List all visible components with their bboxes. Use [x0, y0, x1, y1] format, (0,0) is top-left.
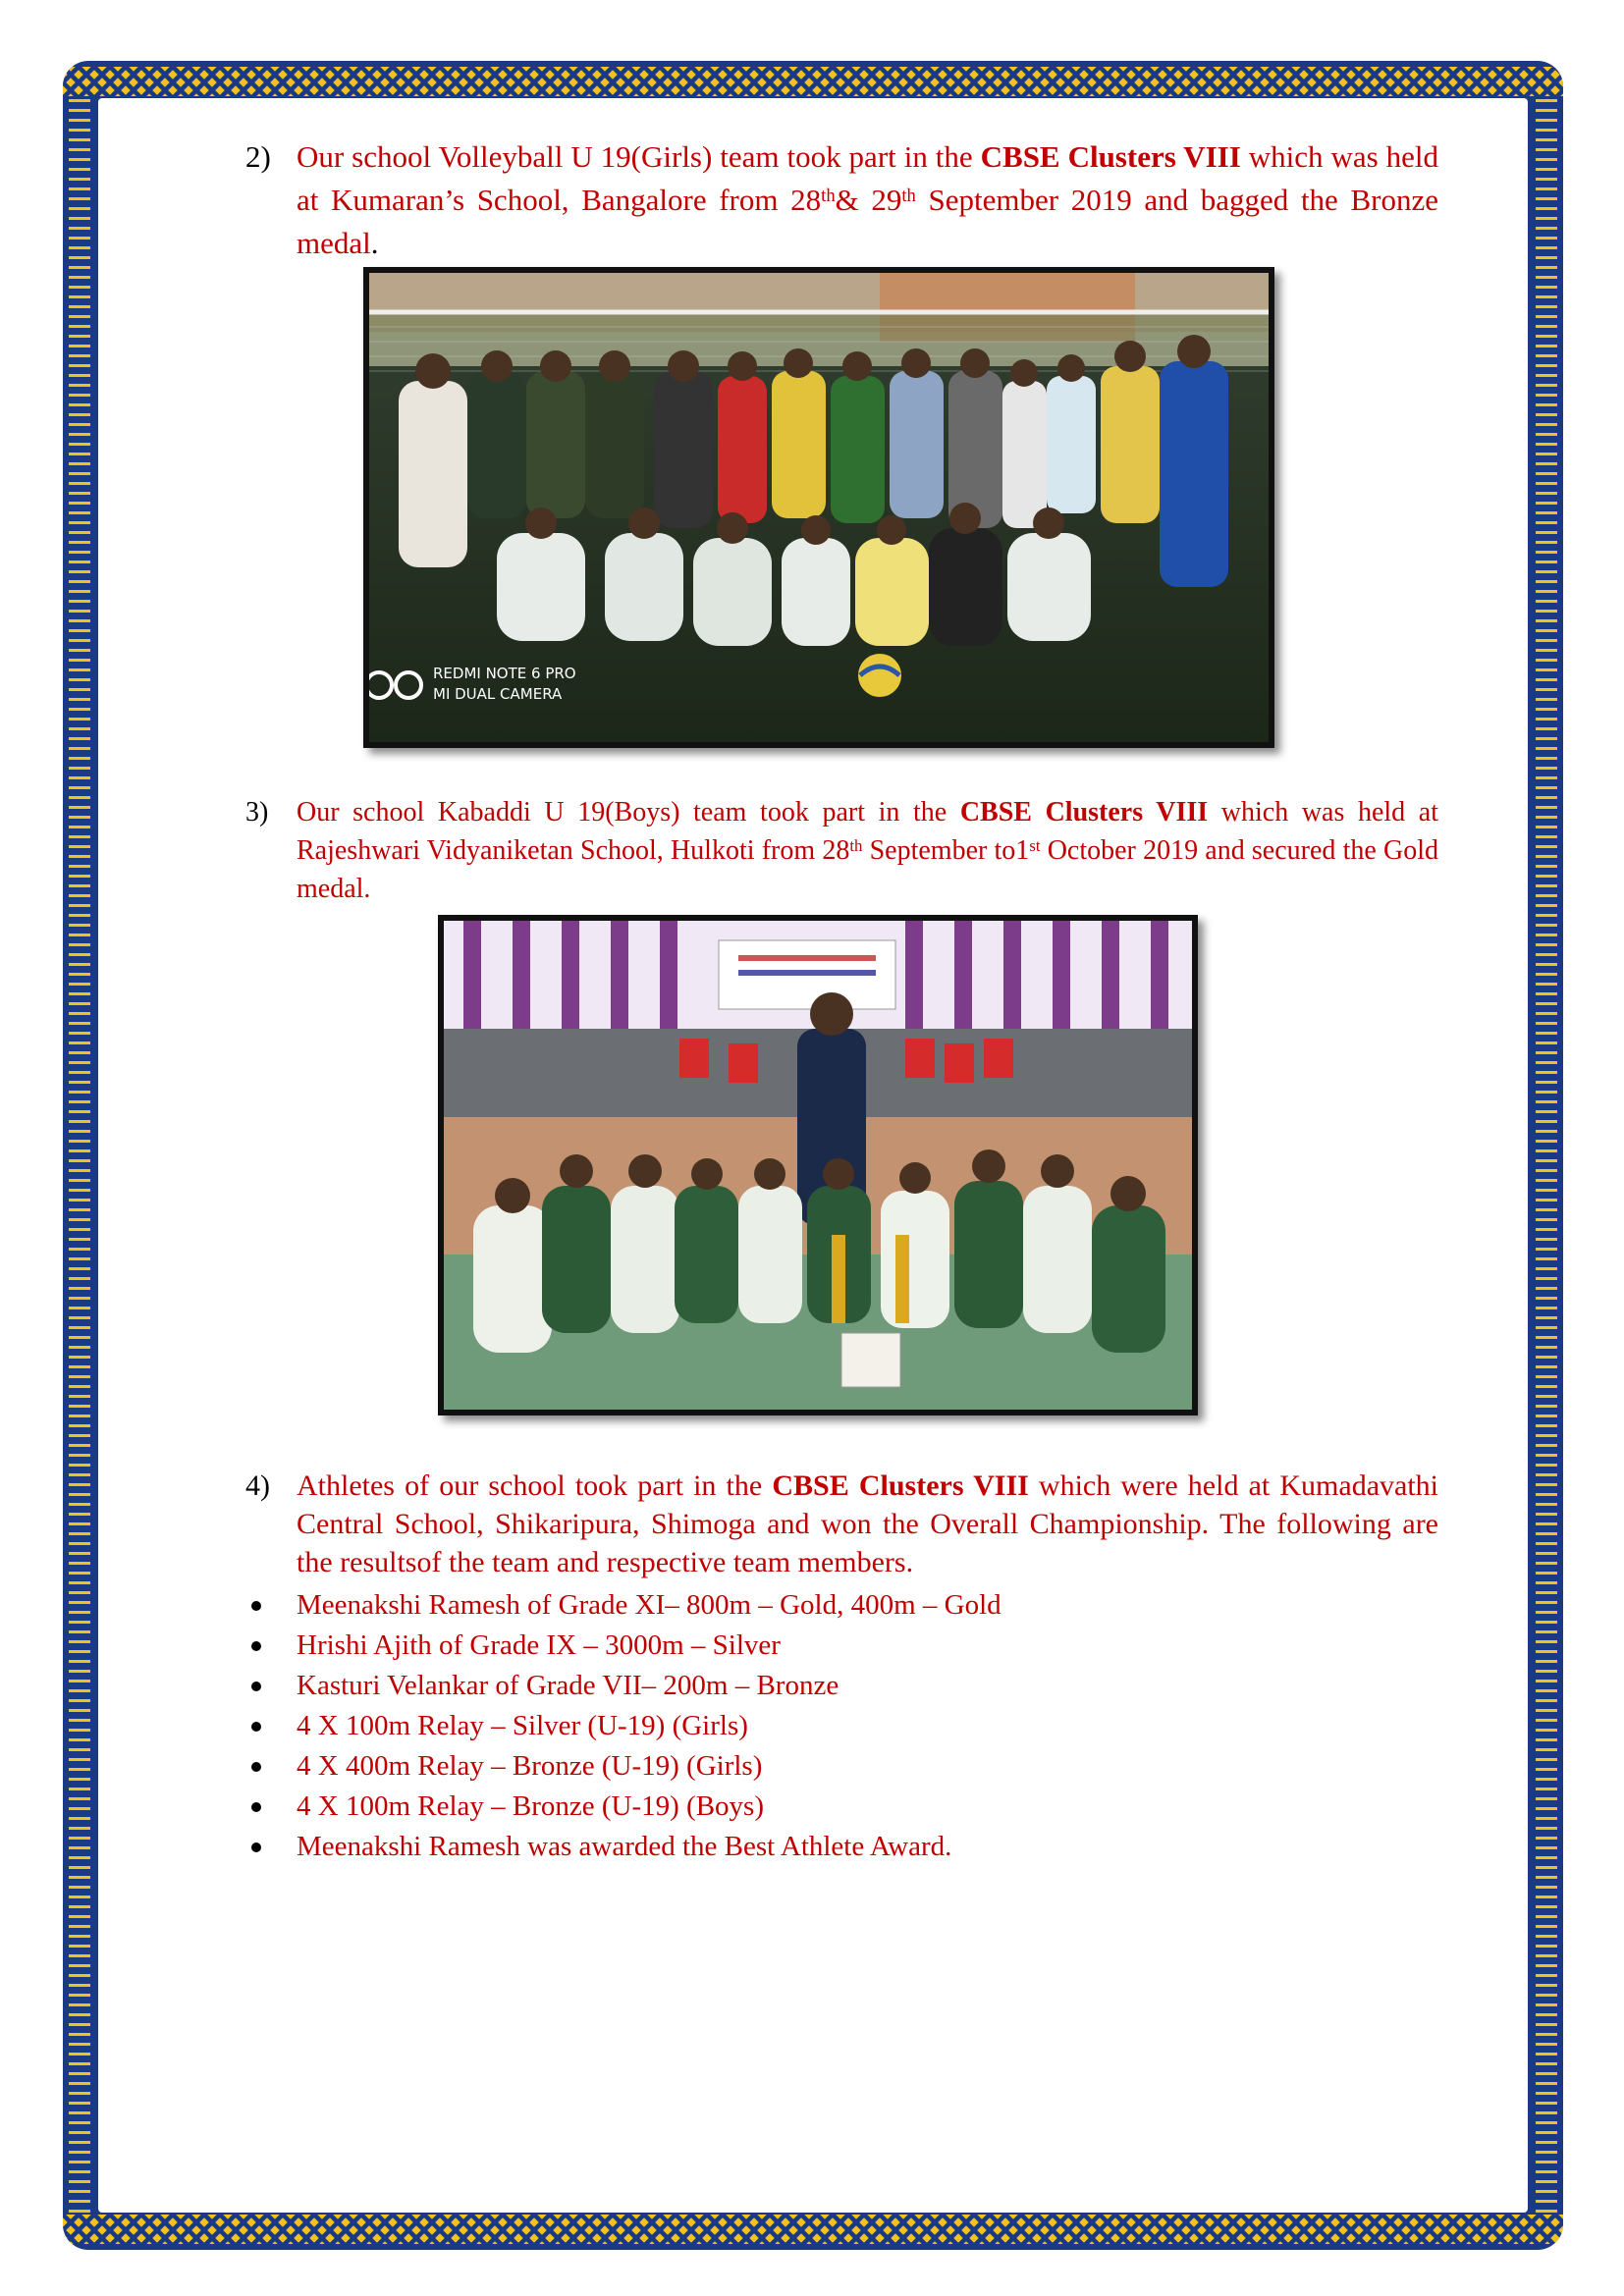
bold-text: CBSE Clusters VIII: [980, 139, 1241, 174]
superscript: th: [821, 185, 836, 206]
photo-scene: [369, 273, 1269, 742]
list-item: [245, 1666, 1438, 1706]
text: Athletes of our school took part in the: [297, 1469, 773, 1502]
results-list: [245, 1585, 1438, 1867]
item-paragraph: [297, 793, 1438, 908]
bold-text: CBSE Clusters VIII: [959, 797, 1209, 828]
bullet-icon: [251, 1722, 261, 1732]
item-number: 4): [245, 1469, 270, 1502]
result-text: Hrishi Ajith of Grade IX – 3000m – Silver: [297, 1629, 781, 1661]
list-item: [245, 1706, 1438, 1746]
document-body-section3: [245, 793, 1438, 908]
result-text: Meenakshi Ramesh of Grade XI– 800m – Gold, 400m – Gold: [297, 1589, 1001, 1621]
list-item: [245, 1787, 1438, 1827]
camera-watermark-line1: REDMI NOTE 6 PRO: [433, 665, 576, 682]
bold-text: CBSE Clusters VIII: [772, 1469, 1029, 1502]
photo-scene: [444, 921, 1192, 1410]
bullet-icon: [251, 1802, 261, 1812]
superscript: th: [901, 185, 916, 206]
list-item: [245, 1626, 1438, 1666]
item-number: 2): [245, 139, 271, 174]
bullet-icon: [251, 1682, 261, 1691]
border-left-pattern: [69, 96, 90, 2215]
result-text: 4 X 100m Relay – Silver (U-19) (Girls): [297, 1710, 748, 1741]
list-item: [245, 1746, 1438, 1787]
text: Our school Volleyball U 19(Girls) team took part in the: [297, 139, 981, 174]
text: which were held at Kumadavathi Central School, Shikaripura, Shimoga and won the Overall Championship. The following are the resultsof the team and respective team members.: [297, 1469, 1438, 1578]
bullet-icon: [251, 1842, 261, 1852]
bullet-icon: [251, 1762, 261, 1772]
superscript: st: [1029, 835, 1041, 855]
text: .: [370, 226, 379, 260]
text: which was held at Rajeshwari Vidyaniketan School, Hulkoti from 28: [297, 797, 1439, 866]
list-item-kabaddi: [245, 793, 1438, 908]
border-top-pattern: [63, 67, 1563, 96]
list-item: [245, 1585, 1438, 1626]
text: October 2019 and secured the Gold medal.: [297, 835, 1438, 904]
document-body-section4: [245, 1467, 1438, 1867]
document-body: [245, 135, 1438, 265]
border-bottom-pattern: [63, 2215, 1563, 2244]
item-paragraph: [297, 1467, 1438, 1581]
kabaddi-team-photo: [438, 915, 1198, 1415]
result-text: Meenakshi Ramesh was awarded the Best Athlete Award.: [297, 1831, 952, 1862]
bullet-icon: [251, 1641, 261, 1651]
bullet-icon: [251, 1601, 261, 1611]
item-number: 3): [245, 797, 269, 828]
result-text: Kasturi Velankar of Grade VII– 200m – Bronze: [297, 1670, 839, 1701]
item-paragraph: [297, 135, 1438, 265]
result-text: 4 X 100m Relay – Bronze (U-19) (Boys): [297, 1790, 764, 1822]
list-item: [245, 1827, 1438, 1867]
superscript: th: [849, 835, 863, 855]
border-right-pattern: [1536, 96, 1557, 2215]
text: Our school Kabaddi U 19(Boys) team took part in the: [297, 797, 960, 828]
volleyball-team-photo: [363, 267, 1274, 748]
list-item-volleyball: [245, 135, 1438, 265]
list-item-athletics: [245, 1467, 1438, 1581]
text: September to1: [862, 835, 1030, 866]
text: which was held at Kumaran’s School, Bangalore from 28: [297, 139, 1438, 217]
result-text: 4 X 400m Relay – Bronze (U-19) (Girls): [297, 1750, 763, 1782]
camera-watermark-line2: MI DUAL CAMERA: [433, 685, 563, 703]
text: September 2019 and bagged the Bronze medal: [297, 183, 1438, 260]
text: & 29: [835, 183, 902, 217]
